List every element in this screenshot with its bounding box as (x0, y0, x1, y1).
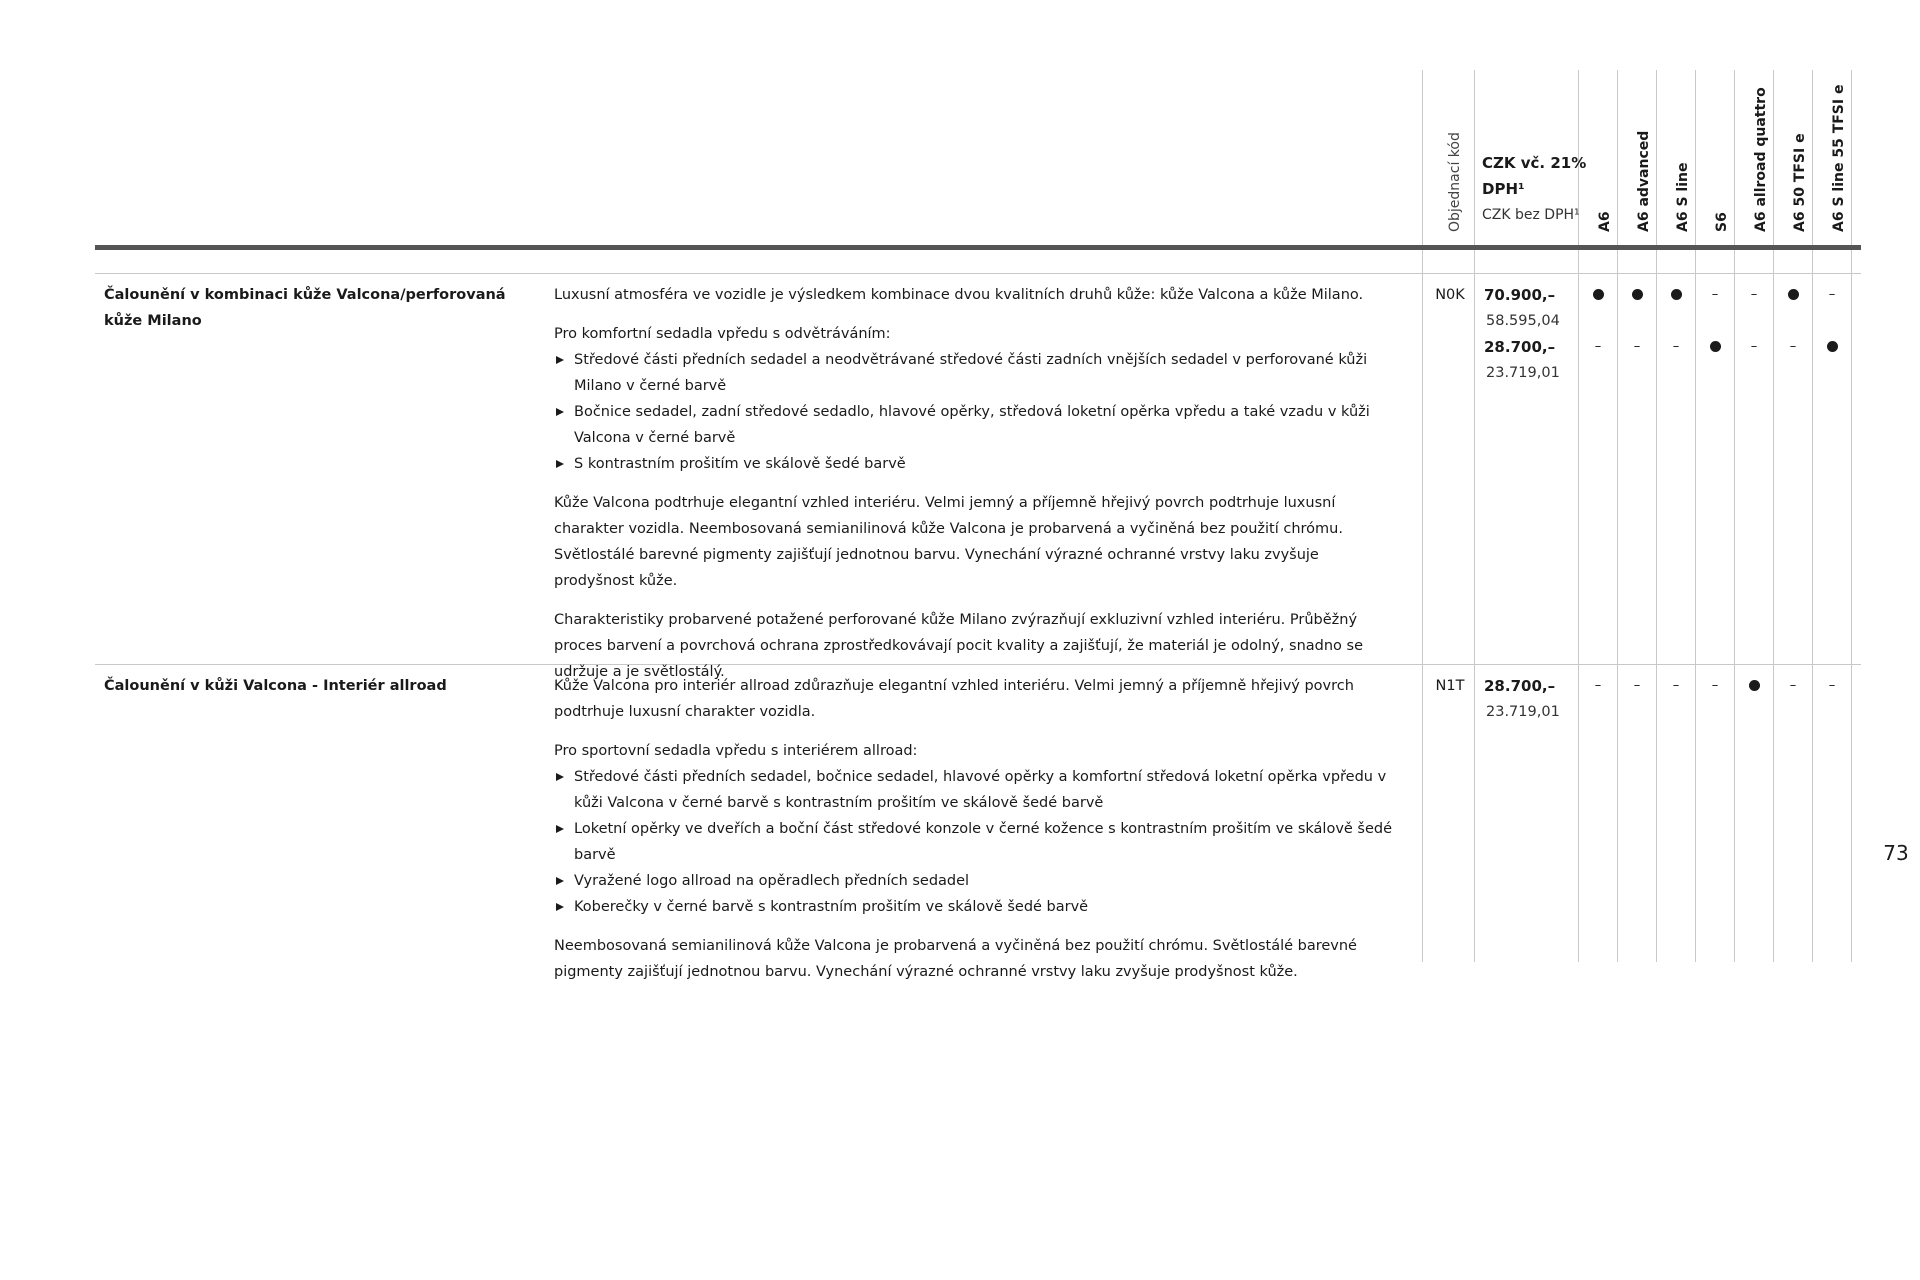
standard-dot-icon (1813, 334, 1851, 360)
row-title: Čalounění v kombinaci kůže Valcona/perforovaná kůže Milano (104, 287, 506, 329)
column-divider (1695, 70, 1696, 962)
header-model-s6: S6 (1714, 212, 1730, 232)
price-excl-vat: 58.595,04 (1486, 313, 1560, 329)
column-divider (1734, 70, 1735, 962)
order-code: N0K (1435, 287, 1465, 303)
list-item: S kontrastním prošitím ve skálově šedé barvě (554, 451, 1394, 477)
column-divider (1773, 70, 1774, 962)
column-divider (1474, 70, 1475, 962)
column-divider (1422, 70, 1423, 962)
not-available-mark: – (1633, 339, 1641, 354)
not-available-mark: – (1594, 339, 1602, 354)
not-available-mark: – (1594, 678, 1602, 693)
page-number: 73 (1883, 841, 1909, 865)
row-rule (95, 273, 1861, 274)
standard-dot-icon (1774, 282, 1812, 308)
price-incl-vat: 70.900,– (1484, 286, 1556, 304)
price-block (1484, 673, 1584, 725)
header-price-line3: CZK bez DPH¹ (1482, 207, 1580, 223)
row-list-heading: Pro sportovní sedadla vpředu s interiérem allroad: (554, 743, 918, 759)
standard-dot-icon (1735, 673, 1773, 699)
row-title: Čalounění v kůži Valcona - Interiér allroad (104, 678, 447, 694)
header-model-a6-advanced: A6 advanced (1636, 130, 1652, 232)
column-divider (1656, 70, 1657, 962)
header-model-a6-s-line: A6 S line (1675, 162, 1691, 232)
row-bullet-list (554, 347, 1394, 477)
list-item: Středové části předních sedadel, bočnice sedadel, hlavové opěrky a komfortní středová loketní opěrka vpředu v kůži Valcona v černé barvě s kontrastním prošitím ve skálově šedé barvě (554, 764, 1394, 816)
header-rule (95, 245, 1861, 250)
row-bullet-list (554, 764, 1394, 920)
row-description (554, 673, 1394, 998)
header-model-a6-allroad: A6 allroad quattro (1753, 87, 1769, 232)
standard-dot-icon (1696, 334, 1734, 360)
column-divider (1617, 70, 1618, 962)
header-price-line1: CZK vč. 21% (1482, 154, 1587, 172)
order-code: N1T (1435, 678, 1465, 694)
not-available-mark: – (1789, 678, 1797, 693)
price-incl-vat: 28.700,– (1484, 677, 1556, 695)
row-paragraph: Charakteristiky probarvené potažené perforované kůže Milano zvýrazňují exkluzivní vzhled interiéru. Průběžný proces barvení a povrchová ochrana zprostředkovávají pocit kvality a zajišťují, že materiál je odolný, snadno se udržuje a je světlostálý. (554, 612, 1364, 680)
header-price-line2: DPH¹ (1482, 180, 1525, 198)
standard-dot-icon (1657, 282, 1695, 308)
standard-dot-icon (1618, 282, 1656, 308)
column-divider (1812, 70, 1813, 962)
list-item: Vyražené logo allroad na opěradlech předních sedadel (554, 868, 1394, 894)
column-divider (1851, 70, 1852, 962)
price-excl-vat: 23.719,01 (1486, 365, 1560, 381)
price-block (1484, 282, 1584, 386)
not-available-mark: – (1828, 678, 1836, 693)
not-available-mark: – (1633, 678, 1641, 693)
not-available-mark: – (1711, 678, 1719, 693)
not-available-mark: – (1828, 287, 1836, 302)
standard-dot-icon (1579, 282, 1617, 308)
list-item: Bočnice sedadel, zadní středové sedadlo, hlavové opěrky, středová loketní opěrka vpředu a také vzadu v kůži Valcona v černé barvě (554, 399, 1394, 451)
price-incl-vat: 28.700,– (1484, 338, 1556, 356)
row-intro: Luxusní atmosféra ve vozidle je výsledkem kombinace dvou kvalitních druhů kůže: kůže Valcona a kůže Milano. (554, 287, 1364, 303)
header-model-a6-s-line-55-tfsi-e: A6 S line 55 TFSI e (1831, 84, 1847, 232)
price-excl-vat: 23.719,01 (1486, 704, 1560, 720)
list-item: Koberečky v černé barvě s kontrastním prošitím ve skálově šedé barvě (554, 894, 1394, 920)
header-price (1482, 150, 1587, 228)
list-item: Loketní opěrky ve dveřích a boční část středové konzole v černé kožence s kontrastním prošitím ve skálově šedé barvě (554, 816, 1394, 868)
not-available-mark: – (1789, 339, 1797, 354)
not-available-mark: – (1672, 678, 1680, 693)
row-list-heading: Pro komfortní sedadla vpředu s odvětráváním: (554, 326, 891, 342)
header-model-a6-50-tfsi-e: A6 50 TFSI e (1792, 133, 1808, 232)
not-available-mark: – (1672, 339, 1680, 354)
list-item: Středové části předních sedadel a neodvětrávané středové části zadních vnějších sedadel v perforované kůži Milano v černé barvě (554, 347, 1394, 399)
row-paragraph: Kůže Valcona podtrhuje elegantní vzhled interiéru. Velmi jemný a příjemně hřejivý povrch podtrhuje luxusní charakter vozidla. Neembosovaná semianilinová kůže Valcona je probarvená a vyčiněná bez použití chrómu. Světlostálé barevné pigmenty zajišťují jednotnou barvu. Vynechání výrazné ochranné vrstvy laku zvyšuje prodyšnost kůže. (554, 495, 1343, 589)
row-intro: Kůže Valcona pro interiér allroad zdůrazňuje elegantní vzhled interiéru. Velmi jemný a příjemně hřejivý povrch podtrhuje luxusní charakter vozidla. (554, 678, 1354, 720)
row-paragraph: Neembosovaná semianilinová kůže Valcona je probarvená a vyčiněná bez použití chrómu. Světlostálé barevné pigmenty zajišťují jednotnou barvu. Vynechání výrazné ochranné vrstvy laku zvyšuje prodyšnost kůže. (554, 938, 1357, 980)
header-model-a6: A6 (1597, 211, 1613, 232)
header-objednaci-kod: Objednací kód (1447, 132, 1463, 232)
not-available-mark: – (1750, 287, 1758, 302)
row-description (554, 282, 1394, 698)
not-available-mark: – (1750, 339, 1758, 354)
not-available-mark: – (1711, 287, 1719, 302)
